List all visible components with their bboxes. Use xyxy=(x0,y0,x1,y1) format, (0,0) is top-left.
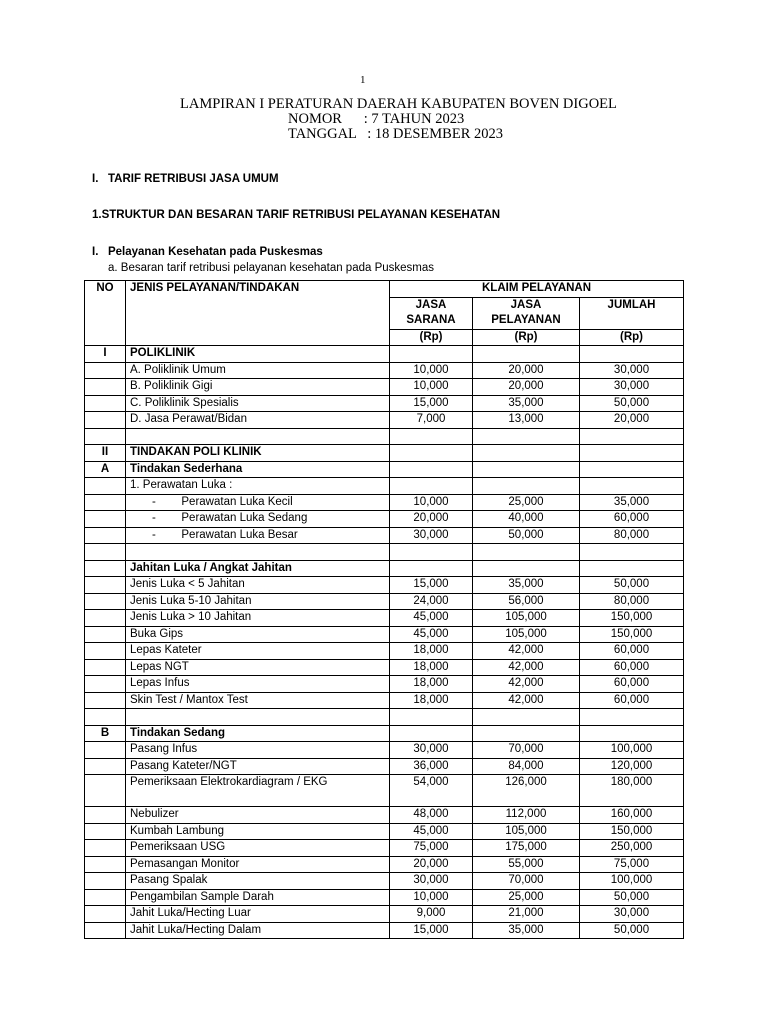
cell-jumlah: 150,000 xyxy=(580,823,684,840)
cell-no xyxy=(85,775,126,807)
table-row xyxy=(85,593,684,610)
table-row xyxy=(85,610,684,627)
cell-jumlah xyxy=(580,725,684,742)
cell-jasa-sarana: 18,000 xyxy=(390,692,473,709)
cell-no: A xyxy=(85,461,126,478)
cell-jasa-sarana: 45,000 xyxy=(390,610,473,627)
cell-no xyxy=(85,873,126,890)
cell-jenis: Pemasangan Monitor xyxy=(126,856,390,873)
cell-no xyxy=(85,577,126,594)
cell-jasa-pelayanan: 40,000 xyxy=(473,511,580,528)
cell-jumlah: 60,000 xyxy=(580,643,684,660)
cell-no xyxy=(85,922,126,939)
cell-jenis: Jahit Luka/Hecting Dalam xyxy=(126,922,390,939)
cell-jasa-pelayanan: 55,000 xyxy=(473,856,580,873)
cell-jasa-sarana: 15,000 xyxy=(390,922,473,939)
cell-no xyxy=(85,807,126,824)
cell-jasa-sarana: 9,000 xyxy=(390,906,473,923)
cell-jasa-pelayanan: 84,000 xyxy=(473,758,580,775)
table-row xyxy=(85,856,684,873)
table-row xyxy=(85,478,684,495)
cell-jenis: - Perawatan Luka Sedang xyxy=(126,511,390,528)
table-row xyxy=(85,461,684,478)
page-number: 1 xyxy=(360,74,366,86)
cell-jasa-pelayanan: 42,000 xyxy=(473,643,580,660)
header-jasa-sarana-2: SARANA xyxy=(406,314,456,326)
cell-jumlah: 60,000 xyxy=(580,659,684,676)
cell-jasa-sarana: 18,000 xyxy=(390,676,473,693)
section-heading-1: I. TARIF RETRIBUSI JASA UMUM xyxy=(92,173,279,185)
table-row xyxy=(85,544,684,561)
cell-no xyxy=(85,379,126,396)
cell-jumlah: 180,000 xyxy=(580,775,684,807)
header-rp: (Rp) xyxy=(580,329,684,346)
cell-jasa-pelayanan: 70,000 xyxy=(473,873,580,890)
cell-jasa-pelayanan: 21,000 xyxy=(473,906,580,923)
cell-jasa-sarana: 7,000 xyxy=(390,412,473,429)
cell-jasa-sarana: 30,000 xyxy=(390,527,473,544)
cell-jasa-pelayanan: 105,000 xyxy=(473,610,580,627)
table-row xyxy=(85,362,684,379)
cell-jenis: Jahit Luka/Hecting Luar xyxy=(126,906,390,923)
table-row xyxy=(85,511,684,528)
cell-no xyxy=(85,659,126,676)
cell-jasa-sarana xyxy=(390,445,473,462)
table-row xyxy=(85,725,684,742)
cell-jenis: - Perawatan Luka Besar xyxy=(126,527,390,544)
cell-jasa-sarana: 18,000 xyxy=(390,659,473,676)
cell-jenis: Pasang Infus xyxy=(126,742,390,759)
cell-no xyxy=(85,626,126,643)
cell-jenis: Jahitan Luka / Angkat Jahitan xyxy=(126,560,390,577)
table-row xyxy=(85,906,684,923)
cell-jumlah: 60,000 xyxy=(580,692,684,709)
cell-jumlah xyxy=(580,478,684,495)
table-row xyxy=(85,494,684,511)
header-jasa-sarana xyxy=(390,297,473,329)
cell-jenis: Jenis Luka < 5 Jahitan xyxy=(126,577,390,594)
header-rp: (Rp) xyxy=(390,329,473,346)
table-row xyxy=(85,676,684,693)
cell-jasa-pelayanan xyxy=(473,725,580,742)
cell-jenis: Tindakan Sedang xyxy=(126,725,390,742)
cell-jumlah: 35,000 xyxy=(580,494,684,511)
cell-no xyxy=(85,742,126,759)
cell-no xyxy=(85,412,126,429)
cell-jenis xyxy=(126,709,390,726)
cell-jasa-pelayanan: 20,000 xyxy=(473,362,580,379)
cell-jasa-pelayanan: 112,000 xyxy=(473,807,580,824)
cell-jenis: TINDAKAN POLI KLINIK xyxy=(126,445,390,462)
cell-jasa-sarana: 36,000 xyxy=(390,758,473,775)
cell-jumlah: 60,000 xyxy=(580,511,684,528)
cell-jumlah xyxy=(580,445,684,462)
cell-jumlah: 50,000 xyxy=(580,577,684,594)
cell-jenis: Kumbah Lambung xyxy=(126,823,390,840)
table-row xyxy=(85,527,684,544)
header-title: LAMPIRAN I PERATURAN DAERAH KABUPATEN BOVEN DIGOEL xyxy=(180,96,617,112)
header-jenis: JENIS PELAYANAN/TINDAKAN xyxy=(126,281,390,346)
cell-jenis: POLIKLINIK xyxy=(126,346,390,363)
cell-jenis xyxy=(126,428,390,445)
cell-no xyxy=(85,758,126,775)
cell-jasa-pelayanan: 25,000 xyxy=(473,889,580,906)
cell-no xyxy=(85,610,126,627)
cell-jumlah: 250,000 xyxy=(580,840,684,857)
cell-jasa-sarana: 75,000 xyxy=(390,840,473,857)
cell-no xyxy=(85,840,126,857)
cell-jenis: Lepas Kateter xyxy=(126,643,390,660)
table-row xyxy=(85,873,684,890)
cell-jasa-pelayanan: 13,000 xyxy=(473,412,580,429)
cell-jumlah: 50,000 xyxy=(580,922,684,939)
cell-jasa-pelayanan: 70,000 xyxy=(473,742,580,759)
cell-jasa-sarana: 18,000 xyxy=(390,643,473,660)
cell-jasa-sarana: 48,000 xyxy=(390,807,473,824)
cell-no xyxy=(85,428,126,445)
table-row xyxy=(85,346,684,363)
cell-jenis xyxy=(126,544,390,561)
table-row xyxy=(85,692,684,709)
cell-jumlah: 100,000 xyxy=(580,873,684,890)
cell-jasa-pelayanan xyxy=(473,478,580,495)
cell-no xyxy=(85,823,126,840)
cell-jasa-sarana xyxy=(390,478,473,495)
cell-jumlah xyxy=(580,709,684,726)
cell-jumlah: 150,000 xyxy=(580,610,684,627)
cell-jasa-pelayanan xyxy=(473,346,580,363)
cell-jasa-sarana: 45,000 xyxy=(390,823,473,840)
cell-jasa-sarana xyxy=(390,428,473,445)
table-row xyxy=(85,840,684,857)
cell-jumlah xyxy=(580,560,684,577)
table-row xyxy=(85,428,684,445)
cell-jenis: A. Poliklinik Umum xyxy=(126,362,390,379)
cell-jumlah: 120,000 xyxy=(580,758,684,775)
cell-jasa-pelayanan xyxy=(473,544,580,561)
cell-jumlah: 30,000 xyxy=(580,379,684,396)
cell-no xyxy=(85,643,126,660)
table-header-row xyxy=(85,281,684,298)
cell-jasa-sarana: 30,000 xyxy=(390,873,473,890)
section-heading-2: 1.STRUKTUR DAN BESARAN TARIF RETRIBUSI PELAYANAN KESEHATAN xyxy=(92,209,501,221)
header-jasa-pelayanan-1: JASA xyxy=(510,298,542,311)
cell-jasa-pelayanan: 42,000 xyxy=(473,659,580,676)
cell-jenis: Nebulizer xyxy=(126,807,390,824)
cell-jumlah: 50,000 xyxy=(580,889,684,906)
cell-jenis: Pemeriksaan USG xyxy=(126,840,390,857)
cell-no: I xyxy=(85,346,126,363)
table-row xyxy=(85,889,684,906)
cell-jasa-pelayanan: 25,000 xyxy=(473,494,580,511)
cell-jenis: - Perawatan Luka Kecil xyxy=(126,494,390,511)
cell-jasa-sarana: 20,000 xyxy=(390,511,473,528)
cell-jenis: Pasang Spalak xyxy=(126,873,390,890)
table-row xyxy=(85,823,684,840)
cell-jenis: D. Jasa Perawat/Bidan xyxy=(126,412,390,429)
cell-jenis: Jenis Luka > 10 Jahitan xyxy=(126,610,390,627)
table-row xyxy=(85,412,684,429)
cell-jumlah: 100,000 xyxy=(580,742,684,759)
cell-jumlah: 75,000 xyxy=(580,856,684,873)
cell-jenis: B. Poliklinik Gigi xyxy=(126,379,390,396)
cell-jumlah: 50,000 xyxy=(580,395,684,412)
cell-jasa-pelayanan: 42,000 xyxy=(473,692,580,709)
table-row xyxy=(85,775,684,807)
cell-jasa-pelayanan: 175,000 xyxy=(473,840,580,857)
cell-no xyxy=(85,856,126,873)
cell-jumlah: 150,000 xyxy=(580,626,684,643)
cell-jasa-pelayanan: 50,000 xyxy=(473,527,580,544)
tarif-table xyxy=(84,280,684,939)
cell-jasa-sarana: 10,000 xyxy=(390,889,473,906)
cell-jasa-sarana xyxy=(390,709,473,726)
table-row xyxy=(85,659,684,676)
table-row xyxy=(85,577,684,594)
cell-jasa-sarana xyxy=(390,544,473,561)
cell-jasa-sarana xyxy=(390,725,473,742)
cell-jasa-sarana: 54,000 xyxy=(390,775,473,807)
cell-jasa-pelayanan: 35,000 xyxy=(473,922,580,939)
cell-no xyxy=(85,889,126,906)
header-nomor: NOMOR : 7 TAHUN 2023 xyxy=(288,111,465,127)
cell-jasa-pelayanan xyxy=(473,428,580,445)
cell-jasa-sarana: 20,000 xyxy=(390,856,473,873)
cell-jasa-pelayanan xyxy=(473,445,580,462)
cell-jasa-sarana: 45,000 xyxy=(390,626,473,643)
cell-jumlah: 60,000 xyxy=(580,676,684,693)
table-row xyxy=(85,807,684,824)
cell-jenis: Tindakan Sederhana xyxy=(126,461,390,478)
table-row xyxy=(85,560,684,577)
table-row xyxy=(85,379,684,396)
cell-no xyxy=(85,544,126,561)
header-jumlah: JUMLAH xyxy=(580,297,684,329)
cell-jasa-sarana xyxy=(390,461,473,478)
cell-jumlah xyxy=(580,346,684,363)
cell-jenis: 1. Perawatan Luka : xyxy=(126,478,390,495)
table-row xyxy=(85,922,684,939)
cell-jasa-pelayanan: 35,000 xyxy=(473,577,580,594)
table-row xyxy=(85,742,684,759)
table-row xyxy=(85,626,684,643)
header-jasa-sarana-1: JASA xyxy=(415,298,447,311)
cell-jasa-pelayanan: 126,000 xyxy=(473,775,580,807)
cell-jasa-sarana: 24,000 xyxy=(390,593,473,610)
table-row xyxy=(85,643,684,660)
cell-jasa-pelayanan: 35,000 xyxy=(473,395,580,412)
table-row xyxy=(85,758,684,775)
table-row xyxy=(85,445,684,462)
subsection-text: a. Besaran tarif retribusi pelayanan kesehatan pada Puskesmas xyxy=(108,262,435,274)
cell-no xyxy=(85,527,126,544)
cell-jasa-sarana xyxy=(390,346,473,363)
cell-jenis: Buka Gips xyxy=(126,626,390,643)
header-klaim: KLAIM PELAYANAN xyxy=(390,281,684,298)
cell-no xyxy=(85,478,126,495)
cell-jasa-sarana: 15,000 xyxy=(390,395,473,412)
cell-no: II xyxy=(85,445,126,462)
header-no: NO xyxy=(85,281,126,346)
cell-jasa-pelayanan: 20,000 xyxy=(473,379,580,396)
cell-jasa-pelayanan xyxy=(473,461,580,478)
cell-jasa-pelayanan: 105,000 xyxy=(473,823,580,840)
cell-no xyxy=(85,692,126,709)
cell-no xyxy=(85,560,126,577)
cell-no xyxy=(85,593,126,610)
cell-jumlah: 160,000 xyxy=(580,807,684,824)
cell-jumlah xyxy=(580,544,684,561)
header-tanggal: TANGGAL : 18 DESEMBER 2023 xyxy=(288,126,503,142)
cell-jenis: Pengambilan Sample Darah xyxy=(126,889,390,906)
cell-no xyxy=(85,395,126,412)
cell-jenis: Pemeriksaan Elektrokardiagram / EKG xyxy=(126,775,390,807)
cell-jumlah xyxy=(580,428,684,445)
cell-jasa-sarana: 10,000 xyxy=(390,494,473,511)
cell-jasa-sarana: 15,000 xyxy=(390,577,473,594)
header-jasa-pelayanan-2: PELAYANAN xyxy=(491,314,561,326)
header-jasa-pelayanan xyxy=(473,297,580,329)
cell-jumlah: 30,000 xyxy=(580,906,684,923)
cell-jumlah: 30,000 xyxy=(580,362,684,379)
document-header xyxy=(180,97,617,142)
cell-jenis: Lepas Infus xyxy=(126,676,390,693)
cell-jasa-pelayanan: 105,000 xyxy=(473,626,580,643)
cell-jenis: Pasang Kateter/NGT xyxy=(126,758,390,775)
header-rp: (Rp) xyxy=(473,329,580,346)
cell-no xyxy=(85,494,126,511)
cell-jasa-sarana: 30,000 xyxy=(390,742,473,759)
cell-jenis: C. Poliklinik Spesialis xyxy=(126,395,390,412)
cell-jasa-sarana: 10,000 xyxy=(390,379,473,396)
cell-jenis: Lepas NGT xyxy=(126,659,390,676)
cell-no: B xyxy=(85,725,126,742)
cell-no xyxy=(85,906,126,923)
cell-jumlah: 80,000 xyxy=(580,593,684,610)
cell-jenis: Jenis Luka 5-10 Jahitan xyxy=(126,593,390,610)
cell-jasa-pelayanan: 42,000 xyxy=(473,676,580,693)
cell-jenis: Skin Test / Mantox Test xyxy=(126,692,390,709)
cell-jasa-sarana: 10,000 xyxy=(390,362,473,379)
table-row xyxy=(85,395,684,412)
cell-no xyxy=(85,511,126,528)
cell-jumlah: 80,000 xyxy=(580,527,684,544)
cell-no xyxy=(85,709,126,726)
cell-no xyxy=(85,362,126,379)
cell-no xyxy=(85,676,126,693)
section-heading-3: I. Pelayanan Kesehatan pada Puskesmas xyxy=(92,246,323,258)
cell-jasa-pelayanan xyxy=(473,560,580,577)
table-row xyxy=(85,709,684,726)
cell-jasa-pelayanan xyxy=(473,709,580,726)
cell-jasa-sarana xyxy=(390,560,473,577)
cell-jasa-pelayanan: 56,000 xyxy=(473,593,580,610)
cell-jumlah xyxy=(580,461,684,478)
cell-jumlah: 20,000 xyxy=(580,412,684,429)
